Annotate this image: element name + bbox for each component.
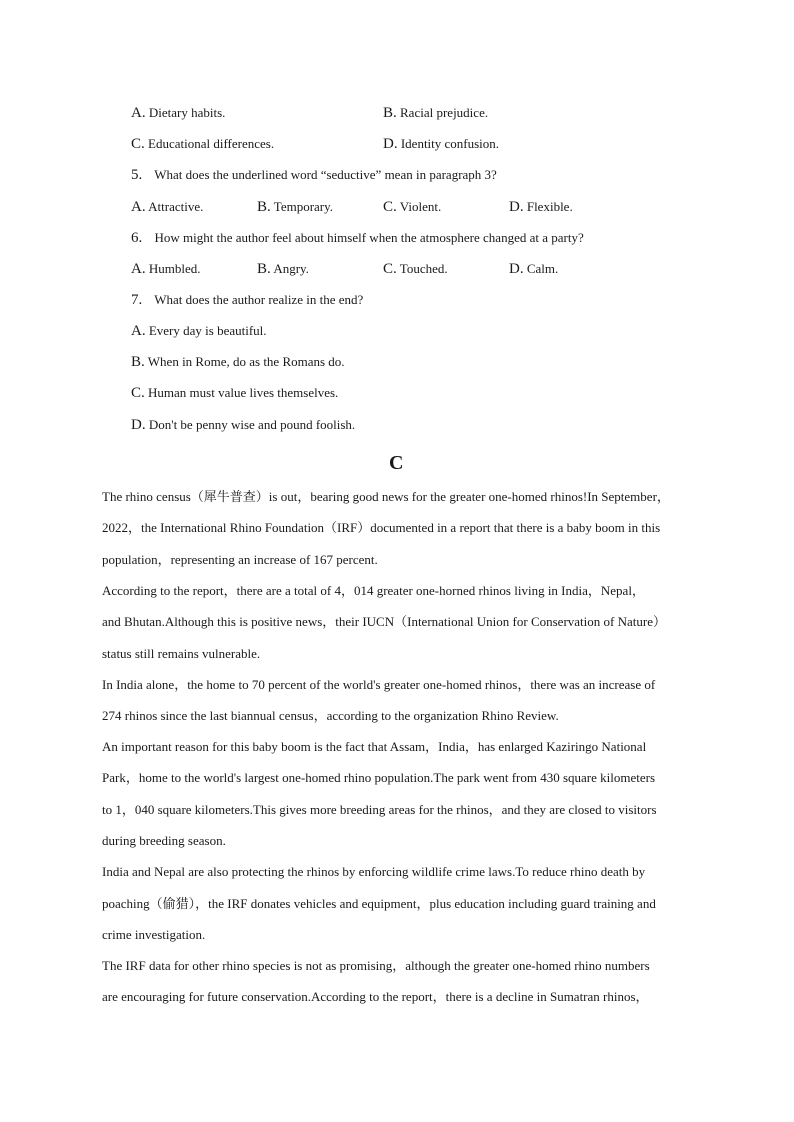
question-text: How might the author feel about himself when the atmosphere changed at a party? <box>154 230 584 245</box>
passage-line: An important reason for this baby boom is the fact that Assam，India，has enlarged Kaziringo National <box>102 739 647 754</box>
q7-option-c <box>131 385 338 401</box>
option-text: Every day is beautiful. <box>148 323 267 338</box>
option-letter: A. <box>131 199 146 215</box>
option-text: Temporary. <box>273 199 334 214</box>
option-letter: A. <box>131 323 146 339</box>
option-text: Don't be penny wise and pound foolish. <box>148 417 356 432</box>
option-text: Angry. <box>273 261 309 276</box>
q4-option-b <box>383 105 488 121</box>
option-letter: D. <box>131 417 146 433</box>
q6-option-c <box>383 261 448 277</box>
passage-line: to 1，040 square kilometers.This gives more breeding areas for the rhinos，and they are closed to visitors <box>102 802 657 817</box>
q5-option-c <box>383 199 441 215</box>
passage-line: The IRF data for other rhino species is not as promising，although the greater one-homed rhino numbers <box>102 958 650 973</box>
passage-line: Park，home to the world's largest one-homed rhino population.The park went from 430 square kilometers <box>102 770 656 785</box>
question-number: 6. <box>131 230 143 246</box>
option-text: Educational differences. <box>148 136 275 151</box>
q7-option-d <box>131 417 355 433</box>
option-letter: B. <box>131 354 145 370</box>
passage-line: crime investigation. <box>102 927 206 942</box>
option-text: Human must value lives themselves. <box>148 385 339 400</box>
q4-option-a <box>131 105 225 121</box>
q5-option-d <box>509 199 573 215</box>
option-letter: C. <box>383 261 397 277</box>
option-text: Touched. <box>399 261 448 276</box>
option-text: Flexible. <box>526 199 573 214</box>
q6-option-b <box>257 261 309 277</box>
q7-option-a <box>131 323 267 339</box>
q6-option-a <box>131 261 200 277</box>
passage-line: 2022，the International Rhino Foundation（IRF）documented in a report that there is a baby boom in this <box>102 520 661 535</box>
passage-line: India and Nepal are also protecting the rhinos by enforcing wildlife crime laws.To reduce rhino death by <box>102 864 646 879</box>
passage-line: According to the report，there are a total of 4，014 greater one-horned rhinos living in India，Nepal， <box>102 583 645 598</box>
question-number: 7. <box>131 292 143 308</box>
question-6 <box>131 230 584 246</box>
q6-option-d <box>509 261 558 277</box>
option-letter: C. <box>131 136 145 152</box>
option-letter: A. <box>131 105 146 121</box>
option-text: Racial prejudice. <box>400 105 489 120</box>
option-letter: D. <box>509 261 524 277</box>
passage-line: are encouraging for future conservation.According to the report，there is a decline in Sumatran rhinos， <box>102 989 649 1004</box>
passage-line: during breeding season. <box>102 833 226 848</box>
option-text: Identity confusion. <box>400 136 500 151</box>
option-letter: B. <box>383 105 397 121</box>
q4-option-d <box>383 136 499 152</box>
q7-option-b <box>131 354 345 370</box>
question-text: What does the underlined word “seductive” mean in paragraph 3? <box>154 167 497 182</box>
option-text: When in Rome, do as the Romans do. <box>147 354 345 369</box>
question-7 <box>131 292 363 308</box>
option-letter: B. <box>257 261 271 277</box>
question-number: 5. <box>131 167 143 183</box>
option-letter: A. <box>131 261 146 277</box>
option-text: Dietary habits. <box>148 105 226 120</box>
section-heading: C <box>389 452 404 474</box>
q4-option-c <box>131 136 274 152</box>
option-text: Attractive. <box>148 199 204 214</box>
q5-option-a <box>131 199 203 215</box>
option-letter: D. <box>509 199 524 215</box>
passage-line: In India alone，the home to 70 percent of the world's greater one-homed rhinos，there was an increase of <box>102 677 656 692</box>
passage-line: The rhino census（犀牛普查）is out，bearing good news for the greater one-homed rhinos!In September， <box>102 489 670 504</box>
question-text: What does the author realize in the end? <box>154 292 364 307</box>
option-letter: C. <box>131 385 145 401</box>
passage-line: and Bhutan.Although this is positive news，their IUCN（International Union for Conservation of Nature） <box>102 614 666 629</box>
passage-line: status still remains vulnerable. <box>102 646 261 661</box>
passage-line: 274 rhinos since the last biannual census，according to the organization Rhino Review. <box>102 708 559 723</box>
option-text: Humbled. <box>148 261 201 276</box>
option-text: Calm. <box>526 261 559 276</box>
option-letter: D. <box>383 136 398 152</box>
option-text: Violent. <box>399 199 442 214</box>
question-5 <box>131 167 497 183</box>
option-letter: C. <box>383 199 397 215</box>
passage-line: population，representing an increase of 167 percent. <box>102 552 378 567</box>
q5-option-b <box>257 199 333 215</box>
passage-line: poaching（偷猎），the IRF donates vehicles and equipment，plus education including guard training and <box>102 896 656 911</box>
option-letter: B. <box>257 199 271 215</box>
